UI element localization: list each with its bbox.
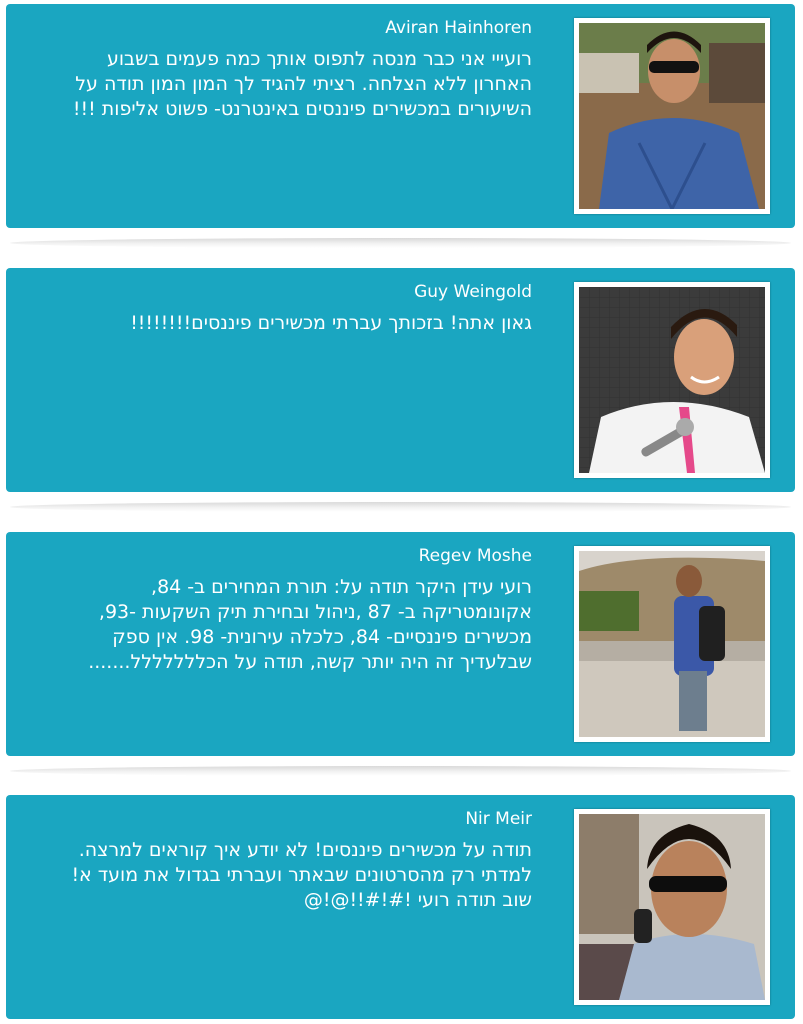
testimonial-text: גאון אתה! בזכותך עברתי מכשירים פיננסים!!!!!!!!: [130, 312, 532, 334]
testimonial-author-name: Regev Moshe: [418, 546, 532, 566]
author-photo-image: [579, 814, 765, 1000]
author-photo-image: [579, 287, 765, 473]
testimonial-card: [6, 4, 795, 228]
author-photo: [574, 18, 770, 214]
testimonial-card: [6, 532, 795, 756]
divider: [10, 502, 791, 512]
testimonial-author-name: Guy Weingold: [414, 282, 532, 302]
author-photo-image: [579, 23, 765, 209]
author-photo: [574, 546, 770, 742]
testimonial-author-name: Nir Meir: [465, 809, 532, 829]
testimonial-text: תודה על מכשירים פיננסים! לא יודע איך קוראים למרצה. למדתי רק מהסרטונים שבאתר ועברתי בגדול את מועד א! שוב תודה רועי !#!#!!@!@: [71, 839, 532, 911]
testimonial-card: [6, 795, 795, 1019]
divider: [10, 766, 791, 776]
divider: [10, 238, 791, 248]
author-photo-image: [579, 551, 765, 737]
author-photo: [574, 809, 770, 1005]
author-photo: [574, 282, 770, 478]
testimonial-text: רועייי אני כבר מנסה לתפוס אותך כמה פעמים בשבוע האחרון ללא הצלחה. רציתי להגיד לך המון המון תודה על השיעורים במכשירים פיננסים באינטרנט- פשוט אליפות !!!: [72, 48, 532, 120]
testimonial-author-name: Aviran Hainhoren: [385, 18, 532, 38]
testimonial-card: [6, 268, 795, 492]
testimonial-text: רועי עידן היקר תודה על: תורת המחירים ב- 84, אקונומטריקה ב- 87 ,ניהול ובחירת תיק השקעות -93, מכשירים פיננסיים- 84, כלכלה עירונית- 98. אין ספק שבלעדיך זה היה יותר קשה, תודה על הכללללללל.......: [88, 576, 532, 673]
